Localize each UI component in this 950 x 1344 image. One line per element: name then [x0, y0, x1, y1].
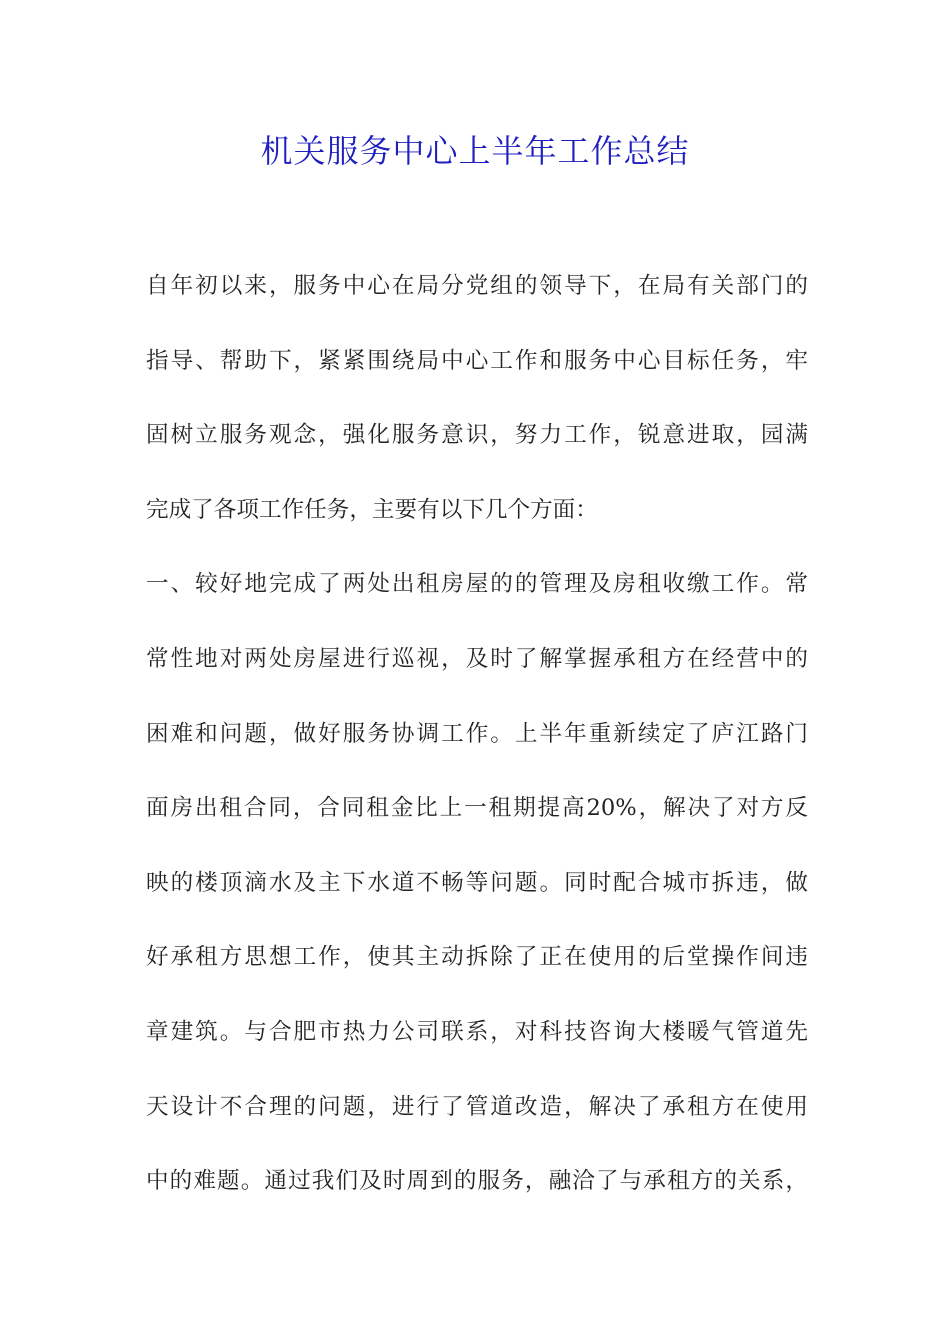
text-line: 面房出租合同，合同租金比上一租期提高20%，解决了对方反 [146, 795, 808, 822]
text-line: 完成了各项工作任务，主要有以下几个方面： [146, 496, 598, 523]
text-line: 自年初以来，服务中心在局分党组的领导下，在局有关部门的 [146, 273, 808, 299]
document-title: 机关服务中心上半年工作总结 [260, 132, 690, 170]
text-line: 困难和问题，做好服务协调工作。上半年重新续定了庐江路门 [146, 720, 808, 747]
text-line: 天设计不合理的问题，进行了管道改造，解决了承租方在使用 [146, 1093, 808, 1120]
text-line: 中的难题。通过我们及时周到的服务，融洽了与承租方的关系， [146, 1168, 808, 1195]
text-line: 常性地对两处房屋进行巡视，及时了解掌握承租方在经营中的 [146, 645, 808, 672]
text-line: 指导、帮助下，紧紧围绕局中心工作和服务中心目标任务，牢 [146, 347, 808, 374]
text-line: 固树立服务观念，强化服务意识，努力工作，锐意进取，园满 [146, 422, 808, 449]
text-line: 映的楼顶滴水及主下水道不畅等问题。同时配合城市拆违，做 [146, 869, 808, 896]
text-line: 章建筑。与合肥市热力公司联系，对科技咨询大楼暖气管道先 [146, 1018, 808, 1045]
text-line: 好承租方思想工作，使其主动拆除了正在使用的后堂操作间违 [146, 944, 808, 971]
text-line: 一、较好地完成了两处出租房屋的的管理及房租收缴工作。常 [146, 571, 808, 598]
document-body [146, 260, 808, 1230]
